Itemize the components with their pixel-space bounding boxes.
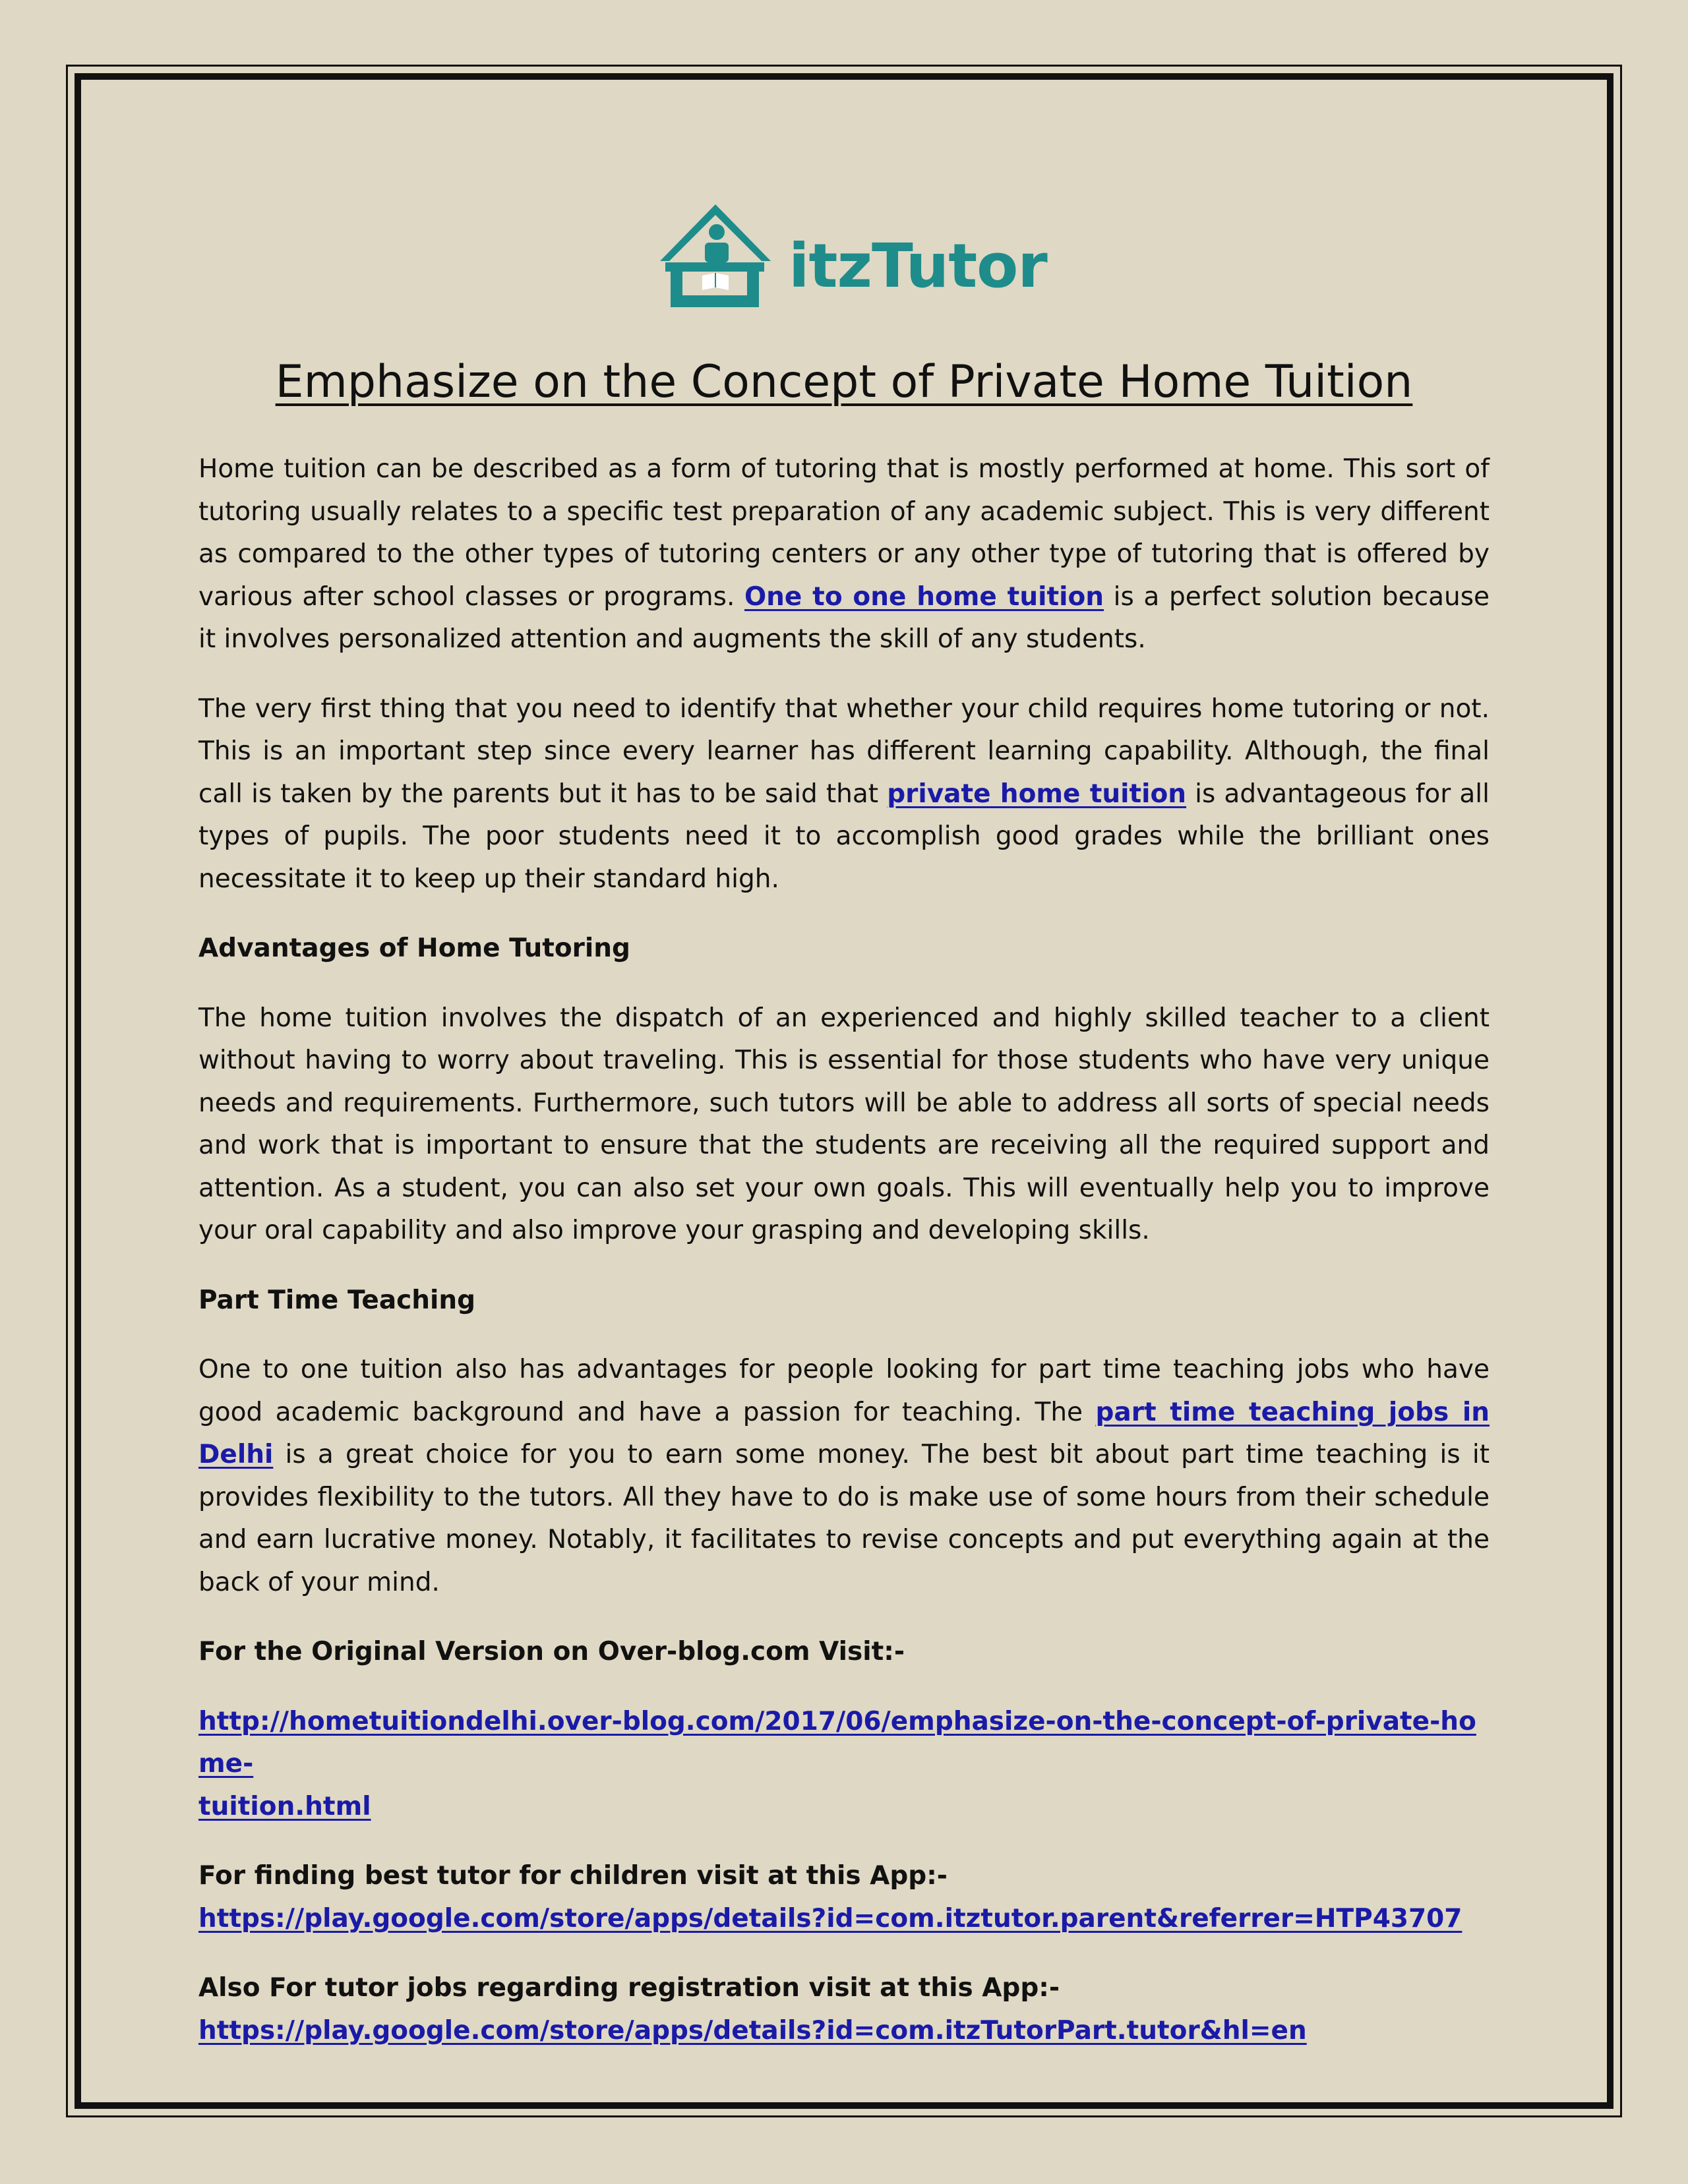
paragraph-text: The very first thing that you need to identify that whether your child requires home tutoring or not. This is an important step since every learner has different learning capability. Although, the final call is taken by the parents but it has to be said that <box>198 694 1490 809</box>
one-to-one-home-tuition-link[interactable]: One to one home tuition <box>744 581 1104 612</box>
original-version-link[interactable] <box>198 1701 1490 1829</box>
part-time-teaching-jobs-link[interactable]: part time teaching jobs in Delhi <box>198 1397 1490 1469</box>
paragraph-intro <box>198 448 1490 661</box>
paragraph-text: Home tuition can be described as a form of tutoring that is mostly performed at home. This sort of tutoring usually relates to a specific test preparation of any academic subject. This is very different as compared to the other types of tutoring centers or any other type of tutoring that is offered by various after school classes or programs. <box>198 454 1490 612</box>
tutor-app-link[interactable]: https://play.google.com/store/apps/details?id=com.itzTutorPart.tutor&hl=en <box>198 2015 1307 2046</box>
private-home-tuition-link[interactable]: private home tuition <box>887 779 1187 809</box>
paragraph-text: is advantageous for all types of pupils. The poor students need it to accomplish good grades while the brilliant ones necessitate it to keep up their standard high. <box>198 779 1490 894</box>
house-teacher-icon <box>656 195 788 314</box>
parent-app-label: For finding best tutor for children visit at this App:- <box>198 1861 948 1891</box>
page-title: Emphasize on the Concept of Private Home Tuition <box>275 356 1413 408</box>
original-version-link-block <box>198 1701 1490 1829</box>
original-version-label: For the Original Version on Over-blog.com Visit:- <box>198 1637 905 1667</box>
parent-app-block <box>198 1855 1490 1940</box>
brand-logo <box>656 195 1047 314</box>
heading-part-time-teaching: Part Time Teaching <box>198 1285 476 1315</box>
paragraph-part-time <box>198 1349 1490 1604</box>
brand-name: itzTutor <box>789 231 1047 301</box>
tutor-app-block <box>198 1967 1490 2052</box>
paragraph-text: is a great choice for you to earn some money. The best bit about part time teaching is it provides flexibility to the tutors. All they have to do is make use of some hours from their schedule and earn lucrative money. Notably, it facilitates to revise concepts and put everything again at the back of your mind. <box>198 1440 1490 1597</box>
tutor-app-label: Also For tutor jobs regarding registration visit at this App:- <box>198 1973 1060 2003</box>
article-body <box>198 448 1490 2079</box>
parent-app-link[interactable]: https://play.google.com/store/apps/details?id=com.itztutor.parent&referrer=HTP43707 <box>198 1903 1462 1933</box>
paragraph-advantages: The home tuition involves the dispatch of an experienced and highly skilled teacher to a client without having to worry about traveling. This is essential for those students who have very unique needs and requirements. Furthermore, such tutors will be able to address all sorts of special needs and work that is important to ensure that the students are receiving all the required support and attention. As a student, you can also set your own goals. This will eventually help you to improve your oral capability and also improve your grasping and developing skills. <box>198 1003 1490 1245</box>
heading-advantages: Advantages of Home Tutoring <box>198 933 630 963</box>
paragraph-identify-need <box>198 688 1490 901</box>
paragraph-text: is a perfect solution because it involves personalized attention and augments the skill of any students. <box>198 581 1490 654</box>
link-line-2: tuition.html <box>198 1791 371 1821</box>
paragraph-text: One to one tuition also has advantages for people looking for part time teaching jobs who have good academic background and have a passion for teaching. The <box>198 1355 1490 1427</box>
link-line-1: http://hometuitiondelhi.over-blog.com/2017/06/emphasize-on-the-concept-of-private-home- <box>198 1706 1476 1779</box>
